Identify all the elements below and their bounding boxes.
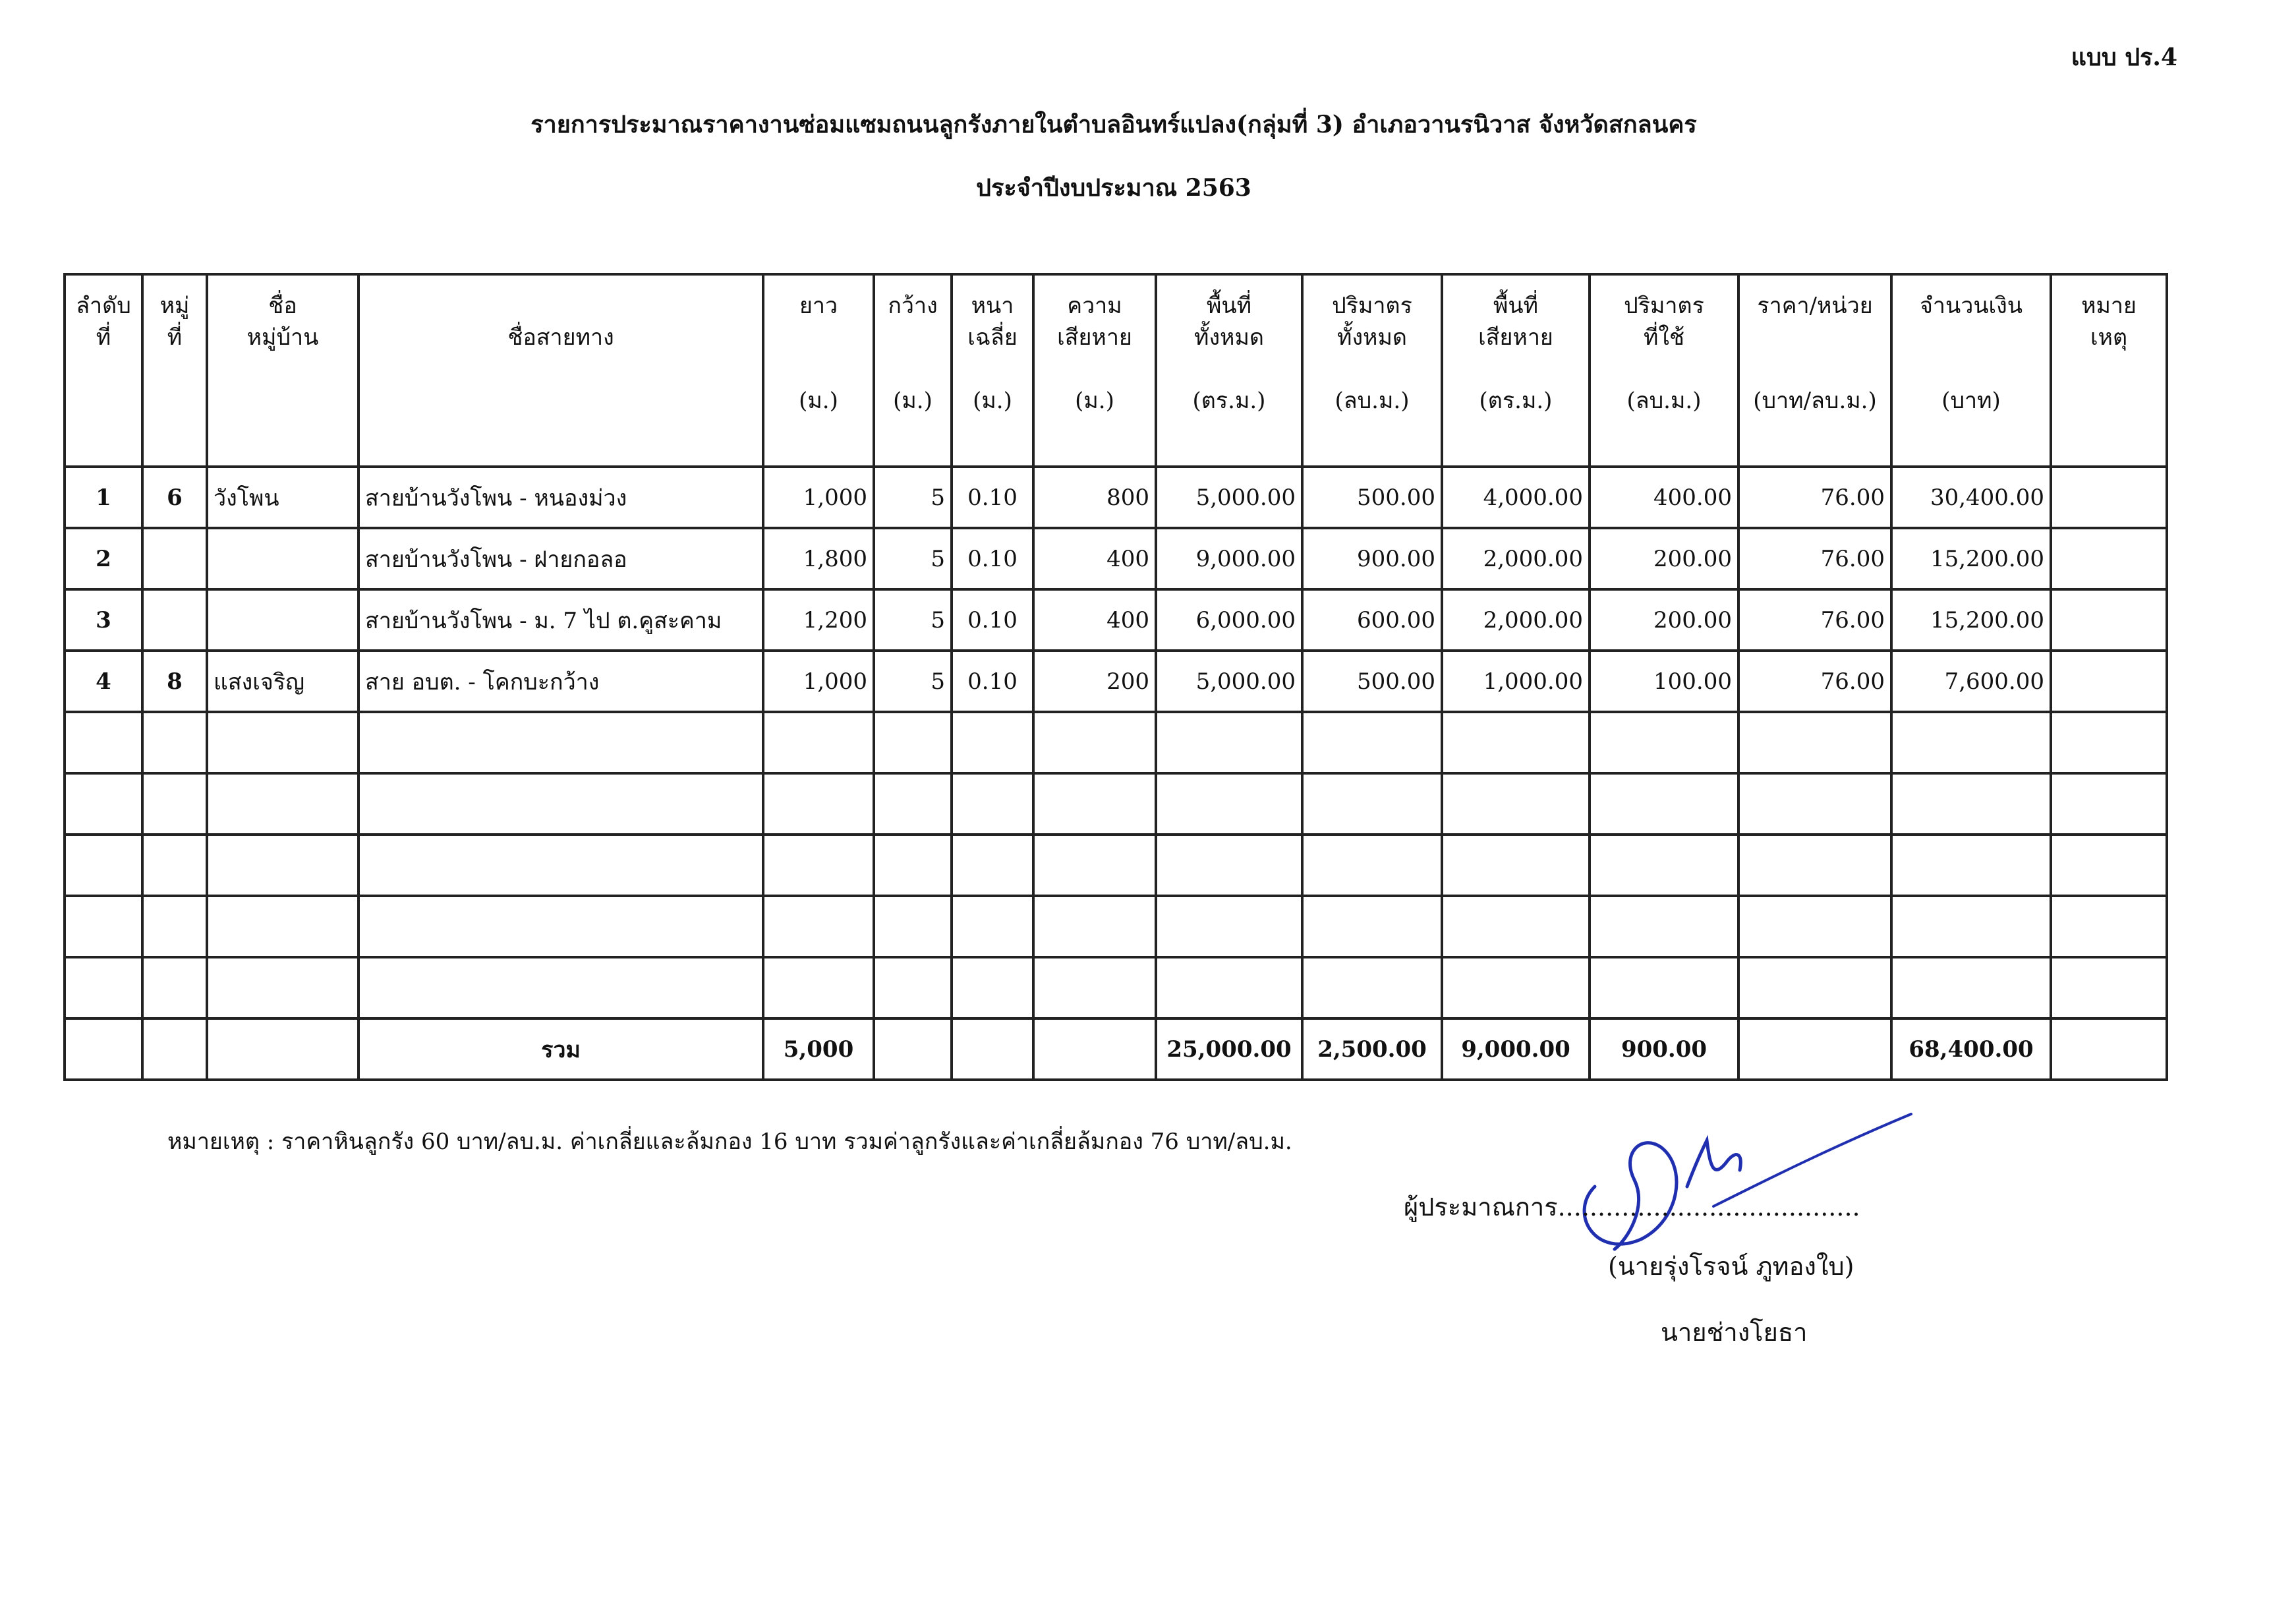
cell-damaged-area	[1442, 835, 1590, 896]
cell-total-area	[1156, 957, 1302, 1018]
table-row	[65, 528, 2167, 589]
total-cell-empty	[142, 1018, 207, 1080]
estimate-table	[63, 273, 2168, 1081]
cell-damage-length: 400	[1033, 589, 1156, 651]
table-row	[65, 896, 2167, 957]
total-cell-empty	[1738, 1018, 1891, 1080]
cell-amount: 7,600.00	[1891, 651, 2051, 712]
cell-route-name	[359, 896, 763, 957]
cell-width	[874, 896, 952, 957]
cell-village-no: 6	[142, 467, 207, 528]
header-village-no: หมู่ ที่	[142, 274, 207, 467]
cell-total-volume	[1302, 896, 1442, 957]
cell-total-area	[1156, 835, 1302, 896]
header-total-volume: ปริมาตร ทั้งหมด (ลบ.ม.)	[1302, 274, 1442, 467]
cell-total-area: 6,000.00	[1156, 589, 1302, 651]
cell-damage-length: 200	[1033, 651, 1156, 712]
cell-used-volume: 200.00	[1590, 589, 1738, 651]
cell-length	[763, 773, 874, 835]
cell-total-area: 9,000.00	[1156, 528, 1302, 589]
cell-remarks	[2051, 773, 2167, 835]
cell-order: 4	[65, 651, 142, 712]
cell-width: 5	[874, 528, 952, 589]
cell-village-no	[142, 773, 207, 835]
cell-damage-length	[1033, 712, 1156, 773]
cell-damaged-area	[1442, 957, 1590, 1018]
cell-amount	[1891, 896, 2051, 957]
signer-name: (นายรุ่งโรจน์ ภูทองใบ)	[1608, 1252, 1854, 1281]
header-unit-price: ราคา/หน่วย (บาท/ลบ.ม.)	[1738, 274, 1891, 467]
cell-damage-length	[1033, 835, 1156, 896]
cell-remarks	[2051, 589, 2167, 651]
cell-damage-length	[1033, 957, 1156, 1018]
cell-total-volume	[1302, 712, 1442, 773]
cell-village-no	[142, 896, 207, 957]
total-cell-empty	[65, 1018, 142, 1080]
header-used-volume: ปริมาตร ที่ใช้ (ลบ.ม.)	[1590, 274, 1738, 467]
header-remarks: หมาย เหตุ	[2051, 274, 2167, 467]
cell-unit-price	[1738, 773, 1891, 835]
header-damage-length: ความ เสียหาย (ม.)	[1033, 274, 1156, 467]
cell-used-volume: 100.00	[1590, 651, 1738, 712]
cell-route-name: สายบ้านวังโพน - หนองม่วง	[359, 467, 763, 528]
cell-order	[65, 896, 142, 957]
total-area: 25,000.00	[1156, 1018, 1302, 1080]
cell-remarks	[2051, 957, 2167, 1018]
cell-damage-length: 800	[1033, 467, 1156, 528]
cell-width	[874, 957, 952, 1018]
cell-unit-price	[1738, 896, 1891, 957]
cell-used-volume: 400.00	[1590, 467, 1738, 528]
header-route-name: ชื่อสายทาง	[359, 274, 763, 467]
cell-remarks	[2051, 896, 2167, 957]
signature-line: ผู้ประมาณการ......................................	[1404, 1192, 1860, 1222]
cell-unit-price	[1738, 712, 1891, 773]
cell-thickness: 0.10	[952, 651, 1033, 712]
cell-used-volume	[1590, 896, 1738, 957]
cell-village-name	[207, 957, 359, 1018]
cell-thickness	[952, 896, 1033, 957]
cell-thickness: 0.10	[952, 467, 1033, 528]
cell-order	[65, 835, 142, 896]
table-header-row	[65, 274, 2167, 467]
cell-village-no	[142, 589, 207, 651]
cell-length	[763, 712, 874, 773]
cell-thickness	[952, 712, 1033, 773]
cell-total-volume	[1302, 835, 1442, 896]
total-length: 5,000	[763, 1018, 874, 1080]
cell-amount: 30,400.00	[1891, 467, 2051, 528]
cell-total-volume	[1302, 773, 1442, 835]
cell-village-no	[142, 528, 207, 589]
cell-total-area: 5,000.00	[1156, 651, 1302, 712]
cell-order: 1	[65, 467, 142, 528]
cell-used-volume	[1590, 957, 1738, 1018]
table-row	[65, 467, 2167, 528]
cell-amount: 15,200.00	[1891, 589, 2051, 651]
cell-damaged-area: 1,000.00	[1442, 651, 1590, 712]
cell-damage-length	[1033, 773, 1156, 835]
total-cell-empty	[874, 1018, 952, 1080]
cell-unit-price	[1738, 835, 1891, 896]
cell-thickness	[952, 773, 1033, 835]
cell-thickness	[952, 957, 1033, 1018]
cell-unit-price: 76.00	[1738, 528, 1891, 589]
cell-village-no	[142, 835, 207, 896]
total-volume: 2,500.00	[1302, 1018, 1442, 1080]
total-cell-empty	[1033, 1018, 1156, 1080]
cell-village-name	[207, 528, 359, 589]
cell-width	[874, 712, 952, 773]
table-row	[65, 651, 2167, 712]
cell-order: 3	[65, 589, 142, 651]
signer-position: นายช่างโยธา	[1661, 1318, 1808, 1347]
cell-width: 5	[874, 651, 952, 712]
cell-village-no: 8	[142, 651, 207, 712]
total-cell-empty	[952, 1018, 1033, 1080]
cell-route-name: สายบ้านวังโพน - ม. 7 ไป ต.คูสะคาม	[359, 589, 763, 651]
table-row	[65, 957, 2167, 1018]
cell-damaged-area	[1442, 896, 1590, 957]
total-label: รวม	[359, 1018, 763, 1080]
cell-route-name	[359, 835, 763, 896]
cell-used-volume	[1590, 773, 1738, 835]
cell-unit-price	[1738, 957, 1891, 1018]
footnote: หมายเหตุ : ราคาหินลูกรัง 60 บาท/ลบ.ม. ค่าเกลี่ยและล้มกอง 16 บาท รวมค่าลูกรังและค่าเกลี่ยล้มกอง 76 บาท/ลบ.ม.	[167, 1129, 1292, 1155]
header-damaged-area: พื้นที่ เสียหาย (ตร.ม.)	[1442, 274, 1590, 467]
cell-village-name: วังโพน	[207, 467, 359, 528]
cell-village-no	[142, 712, 207, 773]
cell-damaged-area: 2,000.00	[1442, 528, 1590, 589]
cell-remarks	[2051, 712, 2167, 773]
cell-amount: 15,200.00	[1891, 528, 2051, 589]
cell-total-volume: 500.00	[1302, 651, 1442, 712]
cell-length: 1,800	[763, 528, 874, 589]
cell-length: 1,000	[763, 467, 874, 528]
cell-used-volume	[1590, 835, 1738, 896]
cell-order: 2	[65, 528, 142, 589]
cell-width	[874, 773, 952, 835]
header-amount: จำนวนเงิน (บาท)	[1891, 274, 2051, 467]
cell-village-name	[207, 589, 359, 651]
cell-total-area	[1156, 712, 1302, 773]
header-width: กว้าง (ม.)	[874, 274, 952, 467]
cell-thickness: 0.10	[952, 528, 1033, 589]
total-used-volume: 900.00	[1590, 1018, 1738, 1080]
cell-used-volume	[1590, 712, 1738, 773]
form-code: แบบ ปร.4	[2071, 44, 2177, 71]
cell-length: 1,200	[763, 589, 874, 651]
cell-total-volume: 500.00	[1302, 467, 1442, 528]
cell-thickness	[952, 835, 1033, 896]
cell-damaged-area: 4,000.00	[1442, 467, 1590, 528]
table-row	[65, 773, 2167, 835]
cell-total-area	[1156, 896, 1302, 957]
cell-amount	[1891, 712, 2051, 773]
cell-length	[763, 896, 874, 957]
cell-route-name: สาย อบต. - โคกบะกว้าง	[359, 651, 763, 712]
cell-amount	[1891, 773, 2051, 835]
cell-unit-price: 76.00	[1738, 589, 1891, 651]
header-order: ลำดับ ที่	[65, 274, 142, 467]
cell-total-volume: 900.00	[1302, 528, 1442, 589]
total-amount: 68,400.00	[1891, 1018, 2051, 1080]
cell-remarks	[2051, 651, 2167, 712]
cell-length	[763, 957, 874, 1018]
cell-village-no	[142, 957, 207, 1018]
cell-order	[65, 712, 142, 773]
header-village-name: ชื่อ หมู่บ้าน	[207, 274, 359, 467]
cell-unit-price: 76.00	[1738, 651, 1891, 712]
cell-damaged-area	[1442, 712, 1590, 773]
cell-village-name	[207, 773, 359, 835]
cell-total-area: 5,000.00	[1156, 467, 1302, 528]
header-total-area: พื้นที่ ทั้งหมด (ตร.ม.)	[1156, 274, 1302, 467]
cell-damaged-area	[1442, 773, 1590, 835]
cell-damage-length	[1033, 896, 1156, 957]
cell-amount	[1891, 835, 2051, 896]
cell-damage-length: 400	[1033, 528, 1156, 589]
cell-route-name	[359, 957, 763, 1018]
cell-route-name	[359, 712, 763, 773]
table-row	[65, 589, 2167, 651]
cell-total-volume: 600.00	[1302, 589, 1442, 651]
total-cell-empty	[207, 1018, 359, 1080]
document-subtitle: ประจำปีงบประมาณ 2563	[976, 174, 1251, 202]
total-row	[65, 1018, 2167, 1080]
cell-length: 1,000	[763, 651, 874, 712]
cell-village-name	[207, 835, 359, 896]
cell-unit-price: 76.00	[1738, 467, 1891, 528]
cell-amount	[1891, 957, 2051, 1018]
header-length: ยาว (ม.)	[763, 274, 874, 467]
cell-thickness: 0.10	[952, 589, 1033, 651]
cell-width	[874, 835, 952, 896]
cell-width: 5	[874, 589, 952, 651]
header-thickness: หนา เฉลี่ย (ม.)	[952, 274, 1033, 467]
cell-route-name	[359, 773, 763, 835]
cell-total-volume	[1302, 957, 1442, 1018]
cell-total-area	[1156, 773, 1302, 835]
cell-village-name: แสงเจริญ	[207, 651, 359, 712]
cell-order	[65, 957, 142, 1018]
total-damaged-area: 9,000.00	[1442, 1018, 1590, 1080]
cell-remarks	[2051, 528, 2167, 589]
table-row	[65, 835, 2167, 896]
total-cell-empty	[2051, 1018, 2167, 1080]
cell-remarks	[2051, 467, 2167, 528]
cell-length	[763, 835, 874, 896]
cell-village-name	[207, 896, 359, 957]
cell-order	[65, 773, 142, 835]
cell-village-name	[207, 712, 359, 773]
table-row	[65, 712, 2167, 773]
cell-remarks	[2051, 835, 2167, 896]
cell-damaged-area: 2,000.00	[1442, 589, 1590, 651]
document-title: รายการประมาณราคางานซ่อมแซมถนนลูกรังภายในตำบลอินทร์แปลง(กลุ่มที่ 3) อำเภอวานรนิวาส จังหวัดสกลนคร	[531, 111, 1697, 138]
cell-used-volume: 200.00	[1590, 528, 1738, 589]
cell-width: 5	[874, 467, 952, 528]
cell-route-name: สายบ้านวังโพน - ฝายกอลอ	[359, 528, 763, 589]
